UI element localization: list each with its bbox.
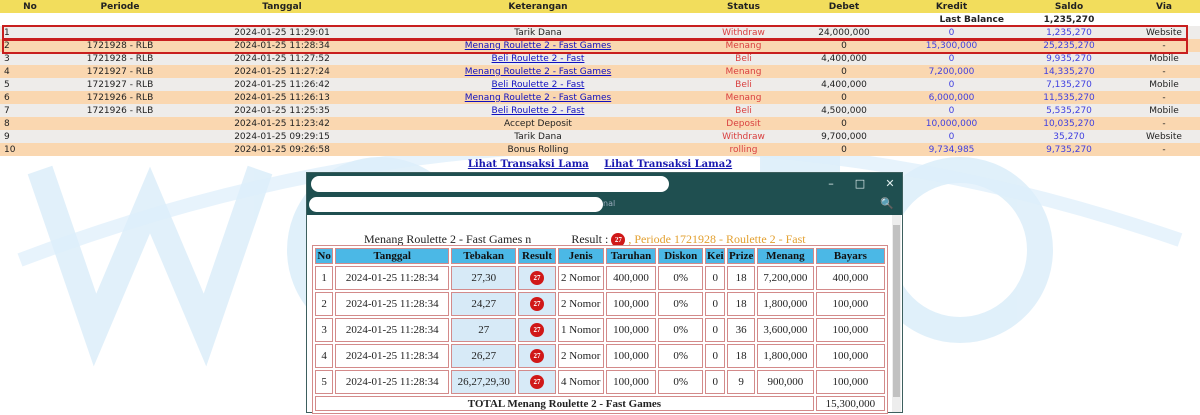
bet-col-kei: Kei <box>707 250 724 262</box>
bet-cell-jenis: 2 Nomor <box>558 292 604 316</box>
cell-periode: 1721926 - RLB <box>60 91 180 104</box>
cell-saldo: 9,935,270 <box>1010 52 1128 65</box>
result-ball-icon: 27 <box>530 297 544 311</box>
cell-via: Website <box>1128 130 1200 143</box>
bet-cell-result <box>518 318 556 342</box>
bet-cell-diskon: 0% <box>658 344 703 368</box>
cell-tanggal: 2024-01-25 09:29:15 <box>180 130 384 143</box>
cell-keterangan: Accept Deposit <box>384 117 692 130</box>
bet-col-diskon: Diskon <box>658 248 703 264</box>
cell-periode <box>60 143 180 156</box>
cell-kredit: 7,200,000 <box>893 65 1010 78</box>
cell-debet: 9,700,000 <box>795 130 893 143</box>
cell-kredit: 9,734,985 <box>893 143 1010 156</box>
bet-cell-menang: 1,800,000 <box>757 292 814 316</box>
bet-cell-taruhan: 100,000 <box>606 292 657 316</box>
bet-cell-diskon: 0% <box>658 292 703 316</box>
bet-col-tanggal: Tanggal <box>335 248 449 264</box>
cell-saldo: 7,135,270 <box>1010 78 1128 91</box>
result-popup-window <box>306 172 903 413</box>
transaction-row <box>0 26 1200 39</box>
cell-debet: 4,500,000 <box>795 104 893 117</box>
cell-via: - <box>1128 39 1200 52</box>
cell-via: - <box>1128 143 1200 156</box>
cell-saldo: 9,735,270 <box>1010 143 1128 156</box>
bet-cell-no: 4 <box>315 344 333 368</box>
cell-kredit: 15,300,000 <box>893 39 1010 52</box>
bet-cell-kei: 0 <box>705 266 725 290</box>
keterangan-link[interactable]: Menang Roulette 2 - Fast Games <box>464 92 612 103</box>
transaction-row <box>0 143 1200 156</box>
bet-cell-result <box>518 266 556 290</box>
bet-cell-prize: 9 <box>727 370 754 394</box>
cell-debet: 4,400,000 <box>795 52 893 65</box>
bet-cell-menang: 3,600,000 <box>757 318 814 342</box>
cell-no: 9 <box>0 130 60 143</box>
bet-cell-prize: 18 <box>727 344 754 368</box>
cell-no: 5 <box>0 78 60 91</box>
bet-row <box>315 344 885 368</box>
cell-tanggal: 2024-01-25 11:25:35 <box>180 104 384 117</box>
cell-via: Mobile <box>1128 52 1200 65</box>
bet-col-bayars: Bayars <box>816 248 885 264</box>
cell-debet: 24,000,000 <box>795 26 893 39</box>
cell-keterangan <box>384 39 692 52</box>
cell-debet: 0 <box>795 65 893 78</box>
bet-cell-prize: 18 <box>727 266 754 290</box>
transaction-row <box>0 117 1200 130</box>
col-via: Via <box>1128 0 1200 13</box>
cell-no: 6 <box>0 91 60 104</box>
scrollbar-thumb[interactable] <box>893 225 900 397</box>
bet-col-jenis: Jenis <box>558 248 604 264</box>
transaction-row <box>0 91 1200 104</box>
bet-cell-jenis: 2 Nomor <box>558 344 604 368</box>
minimize-icon[interactable]: – <box>828 177 834 190</box>
cell-tanggal: 2024-01-25 11:26:42 <box>180 78 384 91</box>
cell-tanggal: 2024-01-25 11:27:52 <box>180 52 384 65</box>
popup-address-bar <box>307 195 902 215</box>
bet-cell-tanggal: 2024-01-25 11:28:34 <box>335 318 449 342</box>
result-ball-icon: 27 <box>530 349 544 363</box>
cell-debet: 0 <box>795 117 893 130</box>
bet-cell-taruhan: 100,000 <box>606 344 657 368</box>
cell-status: Withdraw <box>692 130 795 143</box>
bet-cell-tebakan: 27 <box>451 318 516 342</box>
cell-debet: 0 <box>795 39 893 52</box>
keterangan-link[interactable]: Beli Roulette 2 - Fast <box>491 105 585 116</box>
bet-cell-tanggal: 2024-01-25 11:28:34 <box>335 344 449 368</box>
bet-cell-kei: 0 <box>705 344 725 368</box>
cell-tanggal: 2024-01-25 11:29:01 <box>180 26 384 39</box>
bet-cell-bayar: 400,000 <box>816 266 885 290</box>
bet-row <box>315 266 885 290</box>
transaction-row <box>0 78 1200 91</box>
cell-saldo: 11,535,270 <box>1010 91 1128 104</box>
bet-cell-bayar: 100,000 <box>816 318 885 342</box>
cell-tanggal: 2024-01-25 11:27:24 <box>180 65 384 78</box>
cell-periode: 1721928 - RLB <box>60 39 180 52</box>
keterangan-link[interactable]: Beli Roulette 2 - Fast <box>491 79 585 90</box>
cell-keterangan <box>384 52 692 65</box>
maximize-icon[interactable]: □ <box>854 177 866 190</box>
cell-saldo: 1,235,270 <box>1010 26 1128 39</box>
bet-cell-tebakan: 27,30 <box>451 266 516 290</box>
col-kredit: Kredit <box>893 0 1010 13</box>
cell-status: Withdraw <box>692 26 795 39</box>
cell-no: 7 <box>0 104 60 117</box>
cell-via: Website <box>1128 26 1200 39</box>
bet-cell-jenis: 2 Nomor <box>558 266 604 290</box>
bet-cell-kei: 0 <box>705 292 725 316</box>
bet-col-taruhan: Taruhan <box>606 248 657 264</box>
zoom-icon[interactable]: 🔍 <box>880 197 894 210</box>
bet-result-header <box>315 248 885 264</box>
keterangan-link[interactable]: Menang Roulette 2 - Fast Games <box>464 40 612 51</box>
cell-kredit: 0 <box>893 104 1010 117</box>
result-ball-icon: 27 <box>611 233 625 247</box>
bet-cell-kei: 0 <box>705 370 725 394</box>
col-keterangan: Keterangan <box>384 0 692 13</box>
bet-cell-result <box>518 344 556 368</box>
bet-cell-menang: 1,800,000 <box>757 344 814 368</box>
bet-cell-tanggal: 2024-01-25 11:28:34 <box>335 266 449 290</box>
bet-cell-jenis: 1 Nomor <box>558 318 604 342</box>
cell-kredit: 0 <box>893 130 1010 143</box>
address-fragment: nal <box>603 199 616 208</box>
cell-periode: 1721928 - RLB <box>60 52 180 65</box>
result-title-text: Menang Roulette 2 - Fast Games n <box>364 232 532 246</box>
address-input[interactable] <box>309 197 603 212</box>
bet-cell-tebakan: 26,27,29,30 <box>451 370 516 394</box>
cell-no: 1 <box>0 26 60 39</box>
close-icon[interactable]: ✕ <box>885 177 895 190</box>
cell-periode: 1721927 - RLB <box>60 78 180 91</box>
result-periode: , Periode 1721928 - Roulette 2 - Fast <box>628 232 806 246</box>
result-label: Result : <box>571 232 609 246</box>
cell-saldo: 5,535,270 <box>1010 104 1128 117</box>
cell-via: - <box>1128 65 1200 78</box>
bet-cell-tebakan: 26,27 <box>451 344 516 368</box>
transaction-table <box>0 0 1200 156</box>
transaction-table-header <box>0 0 1200 13</box>
old-transactions2-link[interactable]: Lihat Transaksi Lama2 <box>604 159 733 170</box>
cell-tanggal: 2024-01-25 09:26:58 <box>180 143 384 156</box>
result-ball-icon: 27 <box>530 323 544 337</box>
cell-no: 3 <box>0 52 60 65</box>
cell-keterangan <box>384 104 692 117</box>
cell-periode: 1721927 - RLB <box>60 65 180 78</box>
cell-keterangan: Bonus Rolling <box>384 143 692 156</box>
bet-result-table <box>313 246 887 413</box>
cell-saldo: 10,035,270 <box>1010 117 1128 130</box>
popup-titlebar <box>307 173 902 195</box>
bet-cell-taruhan: 400,000 <box>606 266 657 290</box>
cell-periode <box>60 26 180 39</box>
cell-periode: 1721926 - RLB <box>60 104 180 117</box>
transaction-row <box>0 130 1200 143</box>
last-balance-label: Last Balance <box>0 13 1010 26</box>
bet-row <box>315 370 885 394</box>
bet-cell-bayar: 100,000 <box>816 292 885 316</box>
bet-total-row <box>315 396 885 411</box>
result-ball-icon: 27 <box>530 375 544 389</box>
bet-cell-bayar: 100,000 <box>816 370 885 394</box>
bet-cell-no: 5 <box>315 370 333 394</box>
bet-col-menang: Menang <box>757 248 814 264</box>
cell-no: 2 <box>0 39 60 52</box>
bet-cell-tanggal: 2024-01-25 11:28:34 <box>335 292 449 316</box>
bet-cell-menang: 7,200,000 <box>757 266 814 290</box>
bet-cell-no: 3 <box>315 318 333 342</box>
last-balance-row <box>0 13 1200 26</box>
cell-status: Menang <box>692 91 795 104</box>
bet-col-tebakan: Tebakan <box>451 248 516 264</box>
cell-no: 8 <box>0 117 60 130</box>
bet-cell-no: 2 <box>315 292 333 316</box>
col-saldo: Saldo <box>1010 0 1128 13</box>
old-transactions-link[interactable]: Lihat Transaksi Lama <box>467 159 589 170</box>
bet-cell-kei: 0 <box>705 318 725 342</box>
cell-status: Beli <box>692 104 795 117</box>
cell-keterangan: Tarik Dana <box>384 26 692 39</box>
cell-periode <box>60 117 180 130</box>
cell-kredit: 0 <box>893 52 1010 65</box>
cell-keterangan <box>384 91 692 104</box>
bet-col-no: No <box>315 248 333 264</box>
cell-keterangan: Tarik Dana <box>384 130 692 143</box>
keterangan-link[interactable]: Beli Roulette 2 - Fast <box>491 53 585 64</box>
bet-cell-diskon: 0% <box>658 370 703 394</box>
last-balance-value: 1,235,270 <box>1010 13 1128 26</box>
transaction-row <box>0 104 1200 117</box>
cell-status: Beli <box>692 52 795 65</box>
bet-cell-diskon: 0% <box>658 318 703 342</box>
cell-keterangan <box>384 65 692 78</box>
history-links <box>0 159 1200 170</box>
cell-periode <box>60 130 180 143</box>
cell-debet: 0 <box>795 143 893 156</box>
bet-cell-result <box>518 292 556 316</box>
bet-cell-prize: 36 <box>727 318 754 342</box>
cell-kredit: 10,000,000 <box>893 117 1010 130</box>
cell-status: rolling <box>692 143 795 156</box>
cell-via: Mobile <box>1128 78 1200 91</box>
bet-cell-taruhan: 100,000 <box>606 318 657 342</box>
bet-cell-menang: 900,000 <box>757 370 814 394</box>
bet-cell-prize: 18 <box>727 292 754 316</box>
cell-saldo: 14,335,270 <box>1010 65 1128 78</box>
result-title <box>364 232 806 247</box>
bet-cell-tebakan: 24,27 <box>451 292 516 316</box>
cell-keterangan <box>384 78 692 91</box>
col-status: Status <box>692 0 795 13</box>
col-periode: Periode <box>60 0 180 13</box>
cell-saldo: 35,270 <box>1010 130 1128 143</box>
cell-status: Menang <box>692 65 795 78</box>
col-no: No <box>0 0 60 13</box>
cell-saldo: 25,235,270 <box>1010 39 1128 52</box>
transaction-row <box>0 52 1200 65</box>
cell-tanggal: 2024-01-25 11:26:13 <box>180 91 384 104</box>
bet-row <box>315 292 885 316</box>
transaction-row <box>0 39 1200 52</box>
cell-status: Deposit <box>692 117 795 130</box>
bet-cell-jenis: 4 Nomor <box>558 370 604 394</box>
popup-title-pill <box>311 176 669 192</box>
cell-debet: 4,400,000 <box>795 78 893 91</box>
col-debet: Debet <box>795 0 893 13</box>
cell-via: - <box>1128 91 1200 104</box>
result-ball-icon: 27 <box>530 271 544 285</box>
cell-via: Mobile <box>1128 104 1200 117</box>
cell-debet: 0 <box>795 91 893 104</box>
cell-via: - <box>1128 117 1200 130</box>
popup-content <box>307 215 890 412</box>
col-tanggal: Tanggal <box>180 0 384 13</box>
cell-no: 10 <box>0 143 60 156</box>
cell-kredit: 0 <box>893 26 1010 39</box>
cell-no: 4 <box>0 65 60 78</box>
bet-cell-result <box>518 370 556 394</box>
total-value: 15,300,000 <box>816 396 885 411</box>
bet-col-result: Result <box>518 248 556 264</box>
keterangan-link[interactable]: Menang Roulette 2 - Fast Games <box>464 66 612 77</box>
bet-col-prize: Prize <box>728 250 754 262</box>
total-label: TOTAL Menang Roulette 2 - Fast Games <box>315 396 814 411</box>
bet-cell-tanggal: 2024-01-25 11:28:34 <box>335 370 449 394</box>
transaction-row <box>0 65 1200 78</box>
bet-row <box>315 318 885 342</box>
popup-scrollbar[interactable] <box>892 215 901 412</box>
bet-cell-diskon: 0% <box>658 266 703 290</box>
cell-status: Menang <box>692 39 795 52</box>
cell-kredit: 0 <box>893 78 1010 91</box>
cell-status: Beli <box>692 78 795 91</box>
last-balance-spacer <box>1128 13 1200 26</box>
bet-cell-taruhan: 100,000 <box>606 370 657 394</box>
bet-cell-no: 1 <box>315 266 333 290</box>
cell-kredit: 6,000,000 <box>893 91 1010 104</box>
bet-cell-bayar: 100,000 <box>816 344 885 368</box>
cell-tanggal: 2024-01-25 11:23:42 <box>180 117 384 130</box>
cell-tanggal: 2024-01-25 11:28:34 <box>180 39 384 52</box>
